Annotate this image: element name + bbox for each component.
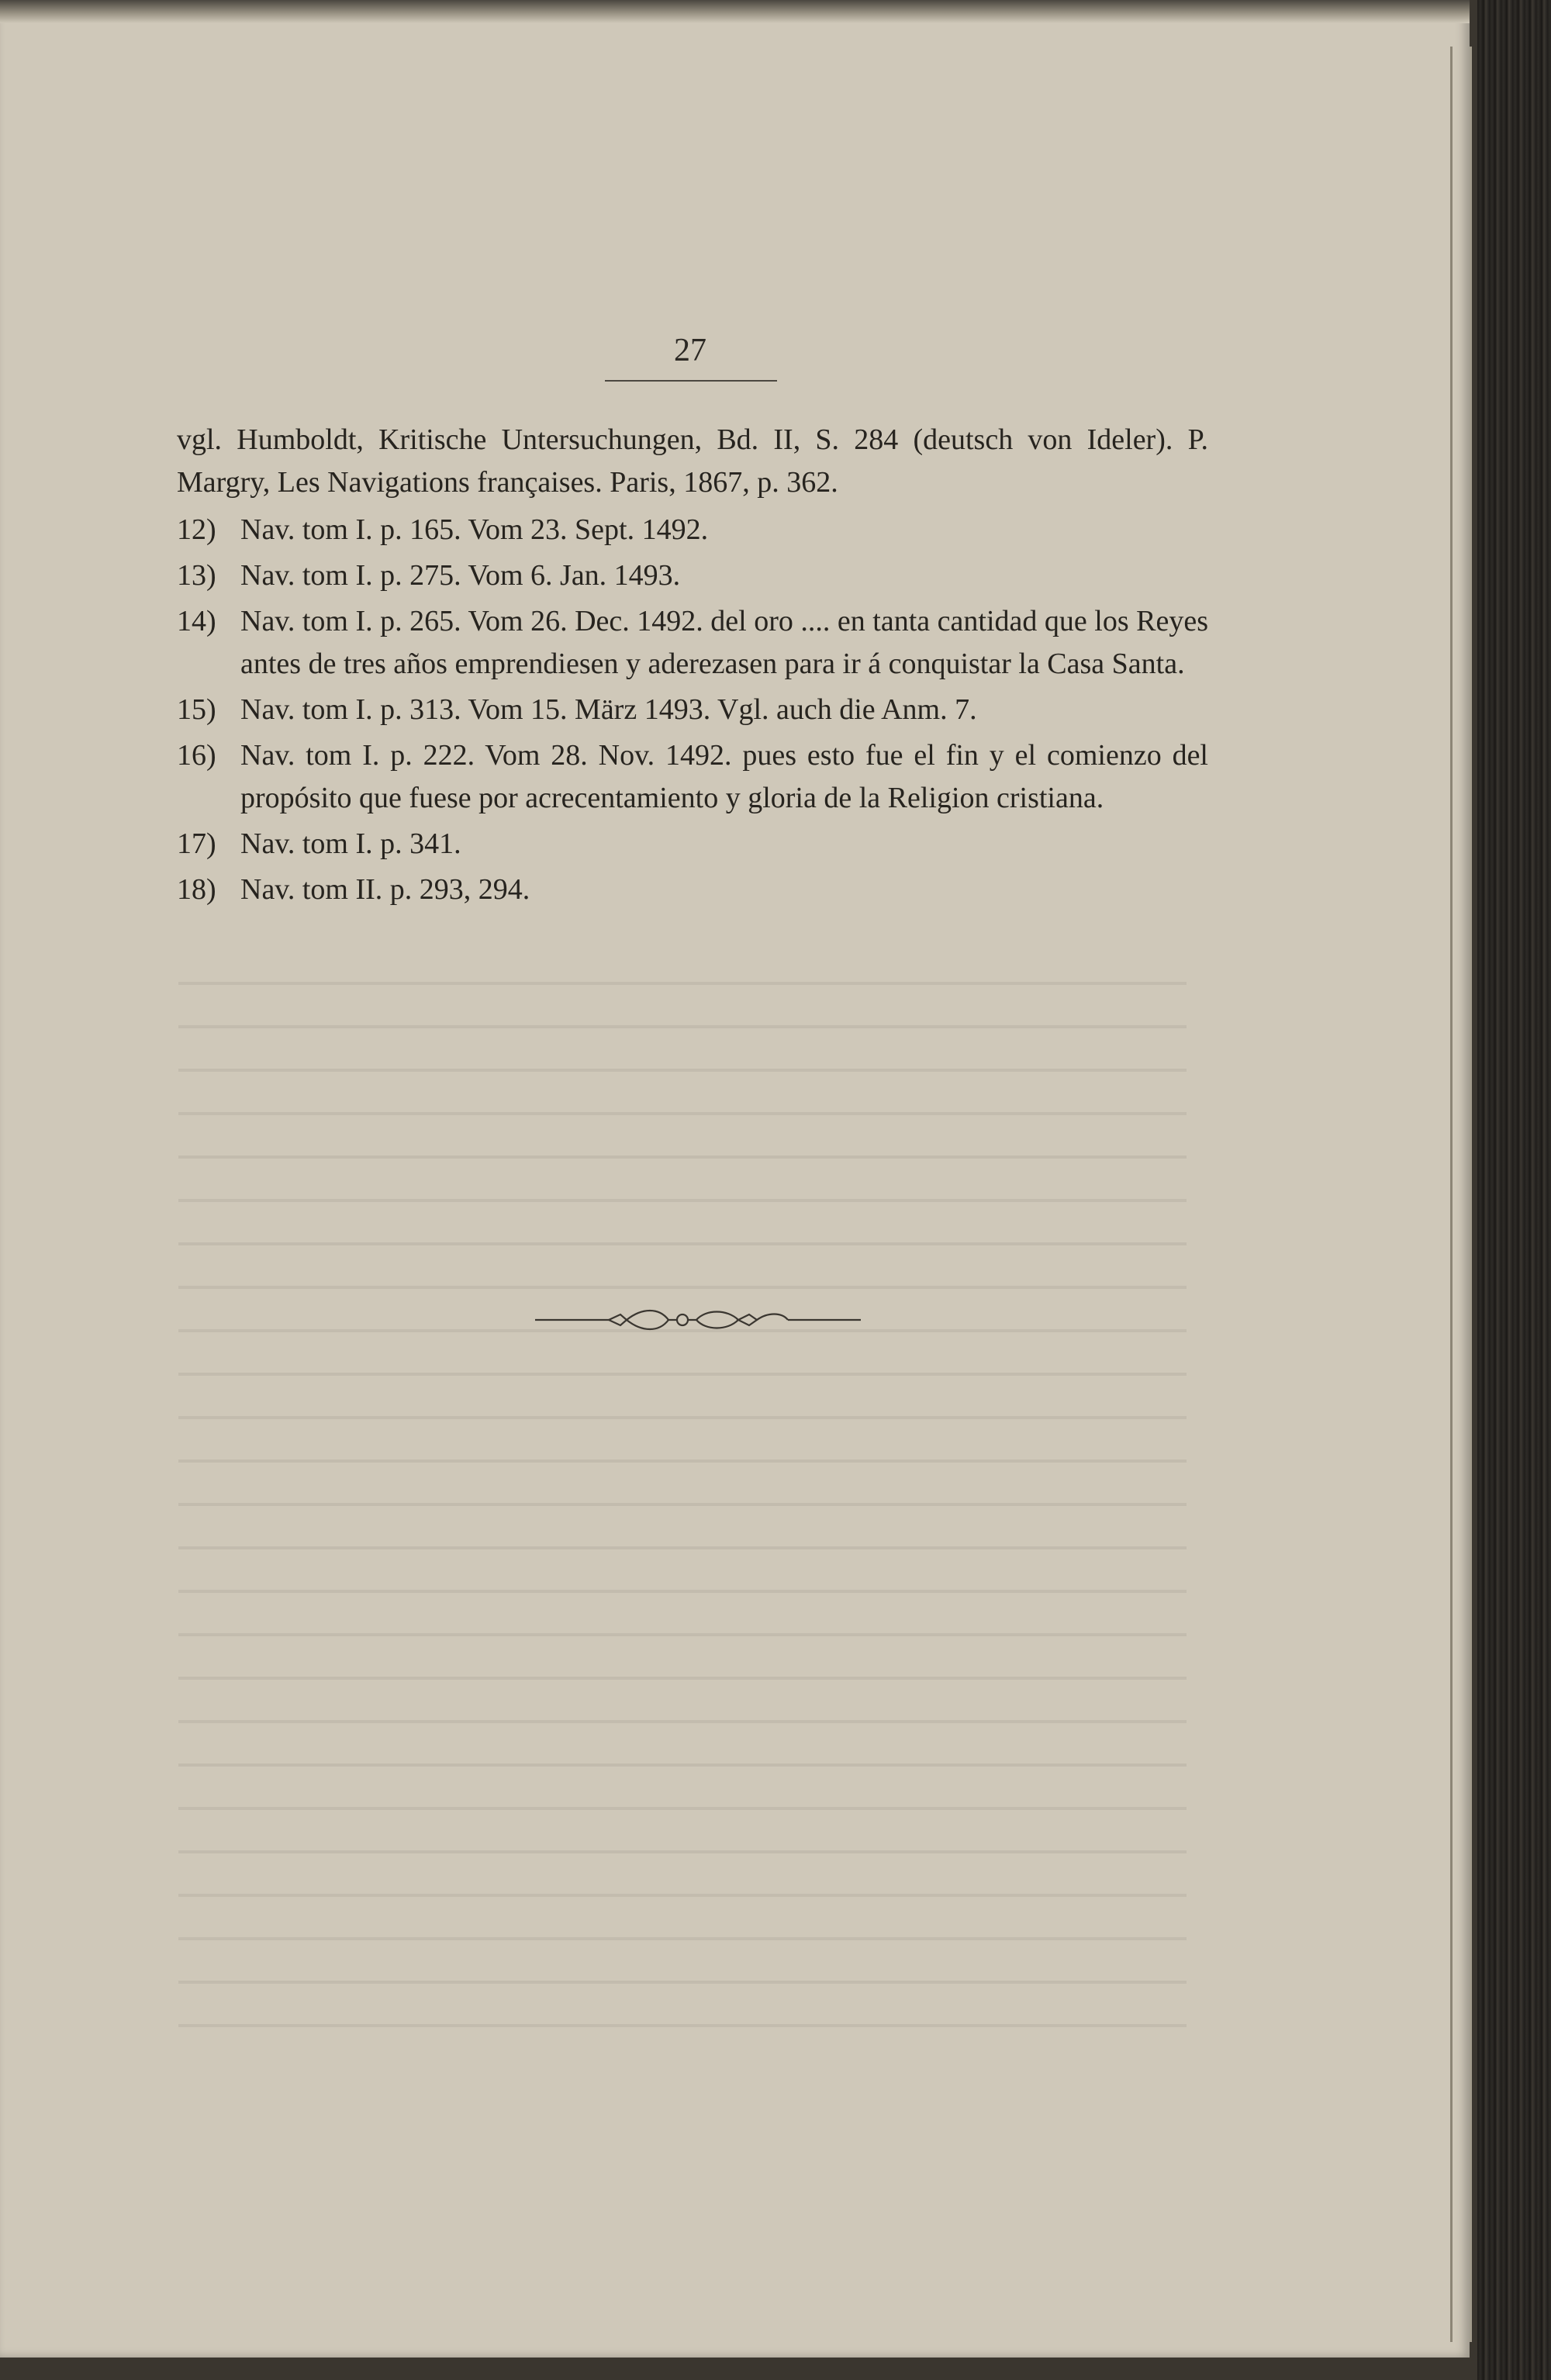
footnote-number: 12) bbox=[177, 513, 216, 546]
footnotes bbox=[177, 419, 1208, 914]
footnote-text: Nav. tom I. p. 275. Vom 6. Jan. 1493. bbox=[240, 559, 681, 592]
footnote-12 bbox=[177, 509, 1208, 551]
end-ornament-icon bbox=[535, 1304, 861, 1335]
footnote-text: Nav. tom II. p. 293, 294. bbox=[240, 873, 530, 906]
footnote-15 bbox=[177, 689, 1208, 731]
footnote-14 bbox=[177, 600, 1208, 686]
footnote-17 bbox=[177, 823, 1208, 865]
page-edge bbox=[1450, 47, 1472, 2342]
footnote-number: 17) bbox=[177, 827, 216, 860]
footnote-number: 16) bbox=[177, 739, 216, 772]
footnote-16 bbox=[177, 734, 1208, 820]
footnote-number: 13) bbox=[177, 559, 216, 592]
footnote-13 bbox=[177, 554, 1208, 597]
footnote-18 bbox=[177, 869, 1208, 911]
footnote-number: 18) bbox=[177, 873, 216, 906]
page-number: 27 bbox=[674, 333, 706, 368]
header-rule bbox=[605, 380, 777, 382]
footnote-text: Nav. tom I. p. 265. Vom 26. Dec. 1492. del oro .... en tanta cantidad que los Reyes antes de tres años emprendiesen y aderezasen para ir á conquistar la Casa Santa. bbox=[240, 605, 1208, 680]
footnote-number: 14) bbox=[177, 605, 216, 637]
footnote-text: Nav. tom I. p. 165. Vom 23. Sept. 1492. bbox=[240, 513, 709, 546]
footnote-text: Nav. tom I. p. 341. bbox=[240, 827, 461, 860]
footnote-text: Nav. tom I. p. 222. Vom 28. Nov. 1492. pues esto fue el fin y el comienzo del propósito que fuese por acrecentamiento y gloria de la Religion cristiana. bbox=[240, 739, 1208, 814]
footnote-text: Nav. tom I. p. 313. Vom 15. März 1493. Vgl. auch die Anm. 7. bbox=[240, 693, 977, 726]
page-top-shadow bbox=[0, 0, 1470, 23]
book-cover-edge bbox=[1477, 0, 1551, 2380]
footnote-number: 15) bbox=[177, 693, 216, 726]
footnote-continuation: vgl. Humboldt, Kritische Untersuchungen, Bd. II, S. 284 (deutsch von Ideler). P. Margry, Les Navigations françaises. Paris, 1867, p. 362. bbox=[177, 423, 1208, 499]
show-through-text bbox=[178, 954, 1187, 2040]
